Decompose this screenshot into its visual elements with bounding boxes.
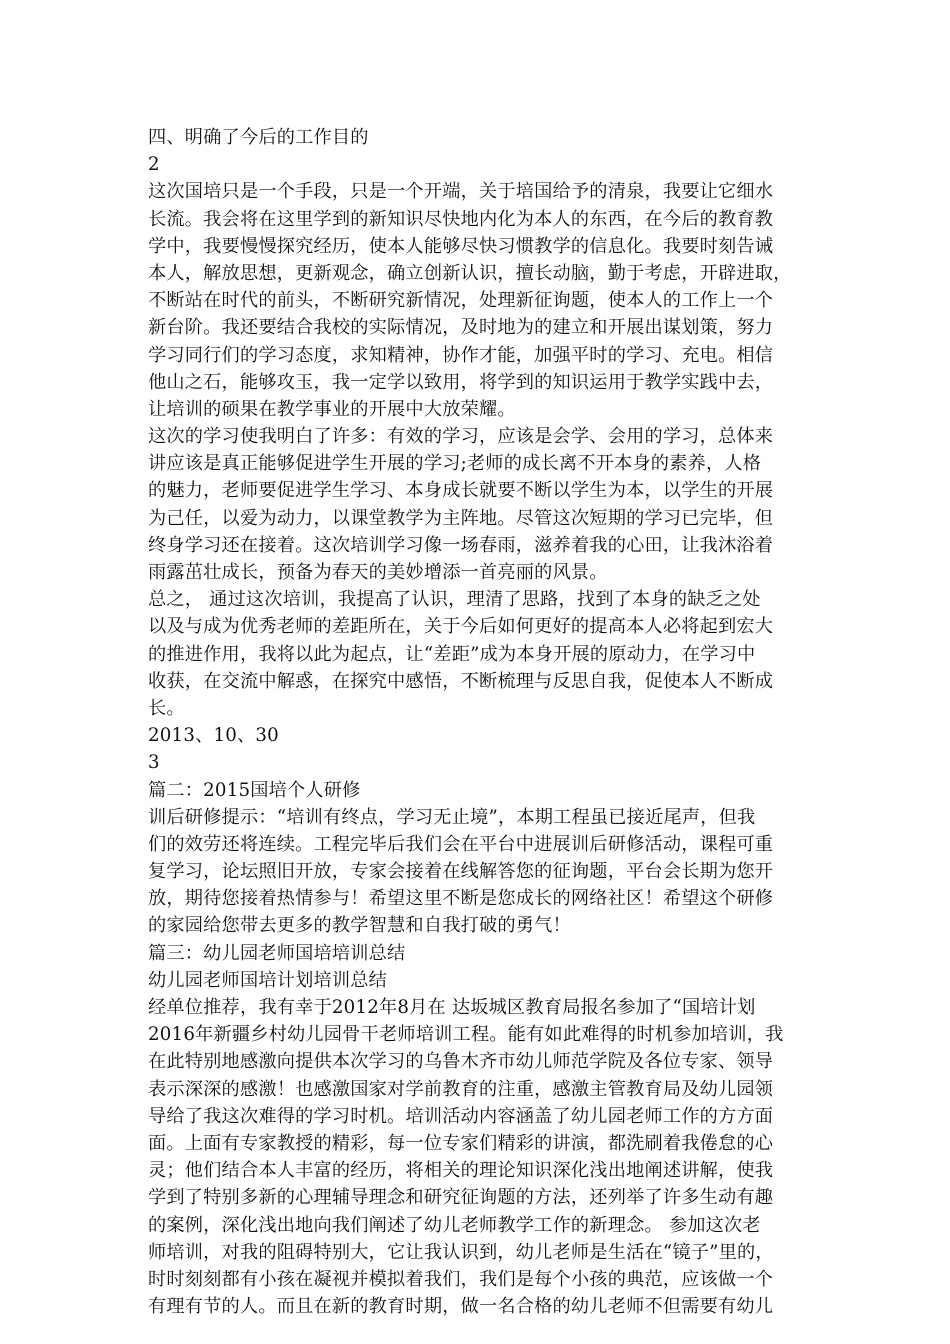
text-line: 有理有节的人。而且在新的教育时期，做一名合格的幼儿老师不但需要有幼儿 — [148, 1296, 774, 1318]
text-line: 长。 — [148, 697, 185, 719]
text-line: 导给了我这次难得的学习时机。培训活动内容涵盖了幼儿园老师工作的方方面 — [148, 1105, 774, 1127]
text-line: 让培训的硕果在教学事业的开展中大放荣耀。 — [148, 398, 516, 420]
text-line: 2013、10、30 — [148, 725, 279, 747]
text-line: 长流。我会将在这里学到的新知识尽快地内化为本人的东西，在今后的教育教 — [148, 208, 774, 230]
text-line: 师培训，对我的阻碍特别大，它让我认识到，幼儿老师是生活在“镜子”里的， — [148, 1241, 774, 1263]
text-line: 的推进作用，我将以此为起点，让“差距”成为本身开展的原动力，在学习中 — [148, 643, 756, 665]
text-line: 学习同行们的学习态度，求知精神，协作才能，加强平时的学习、充电。相信 — [148, 344, 774, 366]
text-line: 篇三：幼儿园老师国培培训总结 — [148, 942, 406, 964]
text-line: 学中，我要慢慢探究经历，使本人能够尽快习惯教学的信息化。我要时刻告诫 — [148, 235, 774, 257]
text-line: 面。上面有专家教授的精彩，每一位专家们精彩的讲演，都洗刷着我倦怠的心 — [148, 1132, 774, 1154]
text-line: 时时刻刻都有小孩在凝视并模拟着我们，我们是每个小孩的典范，应该做一个 — [148, 1268, 774, 1290]
text-line: 在此特别地感激向提供本次学习的乌鲁木齐市幼儿师范学院及各位专家、领导 — [148, 1051, 774, 1073]
text-line: 表示深深的感激！也感激国家对学前教育的注重，感激主管教育局及幼儿园领 — [148, 1078, 774, 1100]
text-line: 灵；他们结合本人丰富的经历，将相关的理论知识深化浅出地阐述讲解，使我 — [148, 1160, 774, 1182]
text-line: 篇二：2015国培个人研修 — [148, 779, 361, 801]
text-line: 四、明确了今后的工作目的 — [148, 127, 369, 148]
text-line: 3 — [148, 752, 160, 774]
text-line: 2 — [148, 154, 160, 176]
text-line: 学到了特别多新的心理辅导理念和研究征询题的方法，还列举了许多生动有趣 — [148, 1187, 774, 1209]
text-line: 雨露茁壮成长，预备为春天的美妙增添一首亮丽的风景。 — [148, 562, 608, 583]
text-line: 幼儿园老师国培计划培训总结 — [148, 969, 388, 991]
text-line: 经单位推荐，我有幸于2012年8月在 达坂城区教育局报名参加了“国培计划 — [148, 997, 756, 1018]
text-line: 他山之石，能够攻玉，我一定学以致用，将学到的知识运用于教学实践中去， — [148, 371, 774, 393]
document-body — [148, 124, 810, 1320]
text-line: 收获，在交流中解惑，在探究中感悟，不断梳理与反思自我，促使本人不断成 — [148, 670, 774, 692]
text-line: 复学习，论坛照旧开放，专家会接着在线解答您的征询题，平台会长期为您开 — [148, 861, 774, 883]
text-line: 不断站在时代的前头，不断研究新情况，处理新征询题，使本人的工作上一个 — [148, 290, 774, 312]
text-line: 们的效劳还将连续。工程完毕后我们会在平台中进展训后研修活动，课程可重 — [148, 833, 774, 855]
text-line: 本人，解放思想，更新观念，确立创新认识，擅长动脑，勤于考虑，开辟进取， — [148, 262, 792, 284]
text-line: 的家园给您带去更多的教学智慧和自我打破的勇气！ — [148, 915, 571, 937]
text-line: 训后研修提示：“培训有终点，学习无止境”，本期工程虽已接近尾声，但我 — [148, 806, 756, 828]
text-line: 放，期待您接着热情参与！希望这里不断是您成长的网络社区！希望这个研修 — [148, 888, 774, 910]
text-line: 终身学习还在接着。这次培训学习像一场春雨，滋养着我的心田，让我沐浴着 — [148, 534, 774, 556]
text-line: 总之， 通过这次培训，我提高了认识，理清了思路，找到了本身的缺乏之处 — [148, 589, 761, 611]
text-line: 以及与成为优秀老师的差距所在，关于今后如何更好的提高本人必将起到宏大 — [148, 616, 774, 638]
text-line: 的案例，深化浅出地向我们阐述了幼儿老师教学工作的新理念。 参加这次老 — [148, 1214, 761, 1236]
text-line: 这次国培只是一个手段，只是一个开端，关于培国给予的清泉，我要让它细水 — [148, 181, 774, 203]
text-line: 为己任，以爱为动力，以课堂教学为主阵地。尽管这次短期的学习已完毕，但 — [148, 507, 774, 529]
text-line: 讲应该是真正能够促进学生开展的学习;老师的成长离不开本身的素养，人格 — [148, 453, 762, 475]
text-line: 的魅力，老师要促进学生学习、本身成长就要不断以学生为本，以学生的开展 — [148, 480, 774, 502]
text-line: 这次的学习使我明白了许多：有效的学习，应该是会学、会用的学习，总体来 — [148, 426, 774, 448]
text-line: 新台阶。我还要结合我校的实际情况，及时地为的建立和开展出谋划策，努力 — [148, 317, 774, 339]
text-line: 2016年新疆乡村幼儿园骨干老师培训工程。能有如此难得的时机参加培训，我 — [148, 1024, 784, 1046]
